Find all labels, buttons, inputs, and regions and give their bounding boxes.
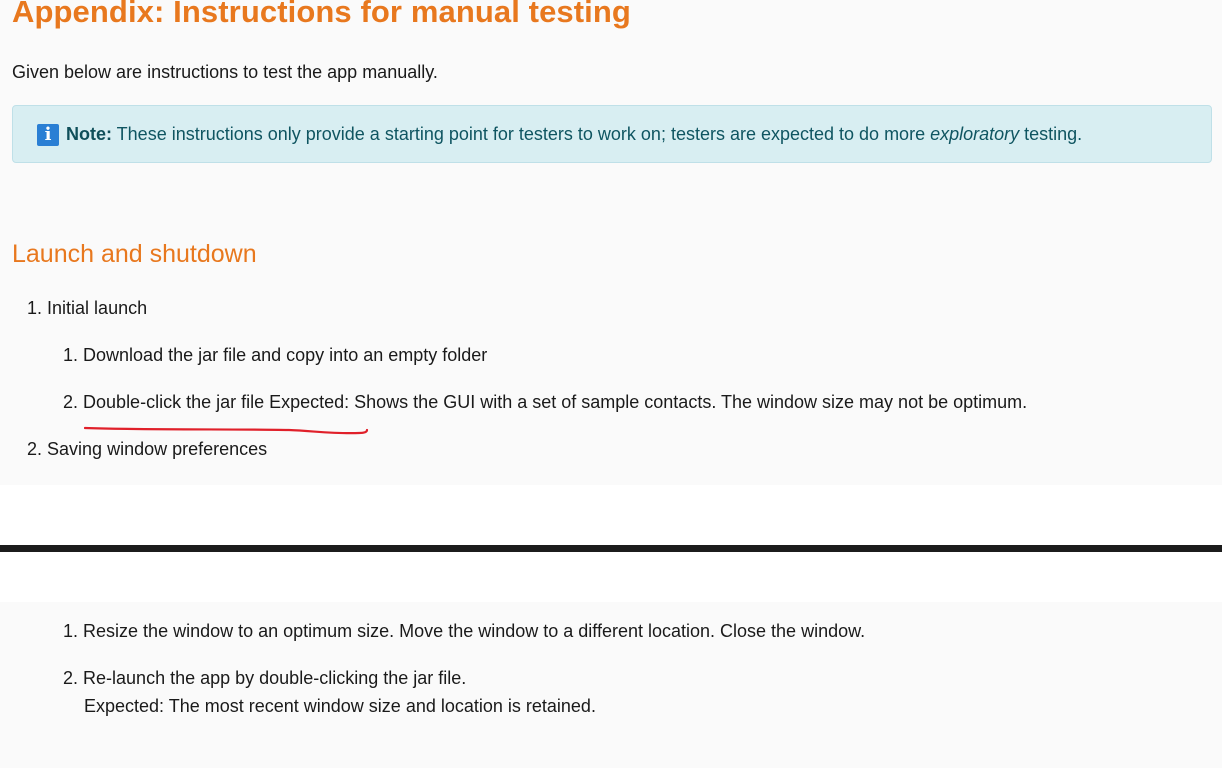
note-box — [12, 105, 1212, 163]
info-icon: i — [37, 124, 59, 146]
note-body: These instructions only provide a starting point for testers to work on; testers are expected to do more — [112, 124, 931, 144]
sub-list-item: 1. Resize the window to an optimum size. Move the window to a different location. Close the window. — [63, 621, 866, 641]
page-gap-lower — [0, 552, 1222, 602]
sub-list-item-text: Double-click the jar file Expected: Shows the GUI with a set of sample contacts. The window size may not be optimum. — [83, 392, 1028, 412]
sub-list-item: 1. Download the jar file and copy into an empty folder — [63, 345, 488, 365]
section-heading: Launch and shutdown — [12, 240, 257, 268]
sub-list-item-text: Resize the window to an optimum size. Move the window to a different location. Close the window. — [83, 621, 866, 641]
note-body-end: testing. — [1019, 124, 1083, 144]
list-item-label: Initial launch — [47, 298, 148, 318]
sub-list-item: 2. Double-click the jar file Expected: Shows the GUI with a set of sample contacts. The window size may not be optimum. — [63, 392, 1028, 412]
intro-text: Given below are instructions to test the app manually. — [12, 62, 438, 82]
list-item-label: Saving window preferences — [47, 439, 268, 459]
sub-list-item: 2. Re-launch the app by double-clicking the jar file. — [63, 668, 467, 688]
page-title: Appendix: Instructions for manual testing — [12, 0, 631, 29]
page-gap — [0, 485, 1222, 545]
note-label: Note: — [66, 124, 112, 144]
note-emphasis: exploratory — [930, 124, 1020, 144]
sub-list-item-text: Download the jar file and copy into an empty folder — [83, 345, 488, 365]
sub-list-item-text: Re-launch the app by double-clicking the jar file. — [83, 668, 467, 688]
handwritten-underline — [84, 424, 374, 438]
sub-list-item-expected: Expected: The most recent window size and location is retained. — [84, 696, 596, 716]
page-divider — [0, 545, 1222, 552]
note-text — [66, 124, 1082, 145]
list-item: 1. Initial launch — [27, 298, 148, 318]
list-item: 2. Saving window preferences — [27, 439, 268, 459]
